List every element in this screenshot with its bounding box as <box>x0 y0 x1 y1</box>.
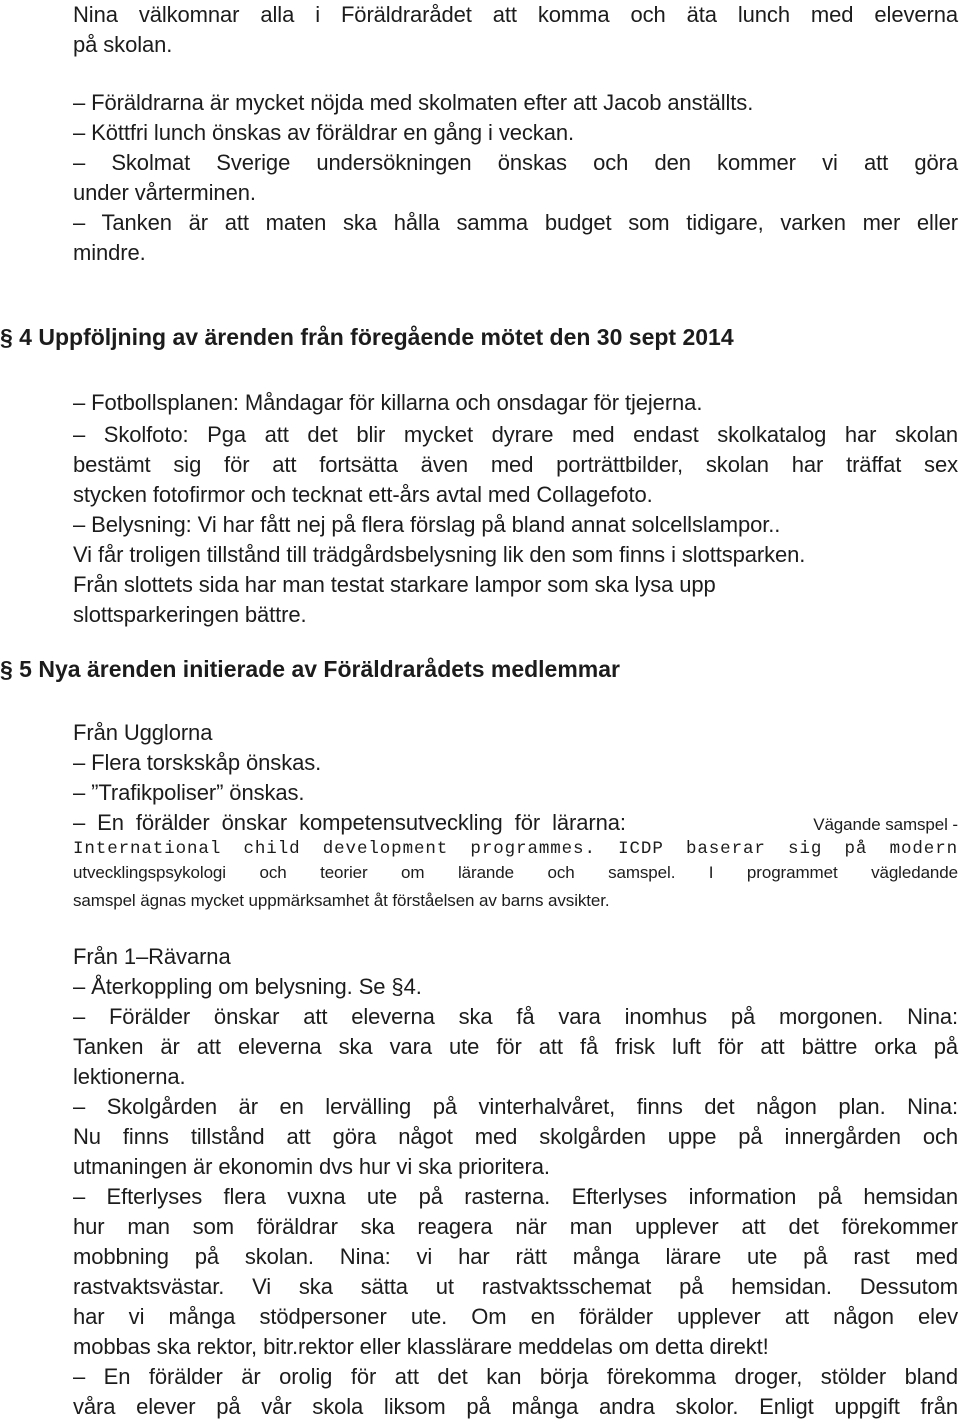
subsection-title: Från Ugglorna <box>73 720 213 745</box>
paragraph-line: på skolan. <box>73 32 173 57</box>
paragraph-line: stycken fotofirmor och tecknat ett-års avtal med Collagefoto. <box>73 482 653 507</box>
paragraph-line: mobbas ska rektor, bitr.rektor eller klasslärare meddelas om detta direkt! <box>73 1334 769 1359</box>
paragraph-line: bestämt sig för att fortsätta även med porträttbilder, skolan har träffat sex <box>73 452 958 477</box>
bullet-line: mindre. <box>73 240 146 265</box>
paragraph-line: utvecklingspsykologi och teorier om lärande och samspel. I programmet vägledande <box>73 863 958 882</box>
paragraph-line: slottsparkeringen bättre. <box>73 602 307 627</box>
paragraph-line: International child development programmes. ICDP baserar sig på modern <box>73 839 958 859</box>
bullet-line: – Efterlyses flera vuxna ute på rasterna. Efterlyses information på hemsidan <box>73 1184 958 1209</box>
paragraph-line: rastvaktsvästar. Vi ska sätta ut rastvaktsschemat på hemsidan. Dessutom <box>73 1274 958 1299</box>
paragraph-line: lektionerna. <box>73 1064 186 1089</box>
bullet-line: – Tanken är att maten ska hålla samma budget som tidigare, varken mer eller <box>73 210 958 235</box>
bullet-line: – Fotbollsplanen: Måndagar för killarna och onsdagar för tjejerna. <box>73 390 703 415</box>
paragraph-line: utmaningen är ekonomin dvs hur vi ska prioritera. <box>73 1154 550 1179</box>
paragraph-line: Tanken är att eleverna ska vara ute för att få frisk luft för att bättre orka på <box>73 1034 958 1059</box>
paragraph-line: har vi många stödpersoner ute. Om en förälder upplever att någon elev <box>73 1304 958 1329</box>
bullet-line: – Förälder önskar att eleverna ska få vara inomhus på morgonen. Nina: <box>73 1004 958 1029</box>
paragraph-line: Vi får troligen tillstånd till trädgårdsbelysning lik den som finns i slottsparken. <box>73 542 806 567</box>
bullet-text: – En förälder önskar kompetensutveckling för lärarna: <box>73 810 626 835</box>
bullet-line: – Skolfoto: Pga att det blir mycket dyrare med endast skolkatalog har skolan <box>73 422 958 447</box>
bullet-line: – En förälder är orolig för att det kan börja förekomma droger, stölder bland <box>73 1364 958 1389</box>
section-heading: § 4 Uppföljning av ärenden från föregående mötet den 30 sept 2014 <box>0 324 734 350</box>
paragraph-line: våra elever på vår skola liksom på många andra skolor. Enligt uppgift från <box>73 1394 958 1419</box>
paragraph-line: Nu finns tillstånd att göra något med skolgården uppe på innergården och <box>73 1124 958 1149</box>
bullet-line: – Skolgården är en lervälling på vinterhalvåret, finns det någon plan. Nina: <box>73 1094 958 1119</box>
paragraph-line: hur man som föräldrar ska reagera när man upplever att det förekommer <box>73 1214 958 1239</box>
bullet-line: – Återkoppling om belysning. Se §4. <box>73 974 422 999</box>
bullet-line: – Föräldrarna är mycket nöjda med skolmaten efter att Jacob anställts. <box>73 90 754 115</box>
bullet-line: under vårterminen. <box>73 180 256 205</box>
paragraph-line: Nina välkomnar alla i Föräldrarådet att komma och äta lunch med eleverna <box>73 2 958 27</box>
paragraph-line: mobbning på skolan. Nina: vi har rätt många lärare ute på rast med <box>73 1244 958 1269</box>
section-heading: § 5 Nya ärenden initierade av Föräldrarådets medlemmar <box>0 656 620 682</box>
bullet-line: – Belysning: Vi har fått nej på flera förslag på bland annat solcellslampor.. <box>73 512 781 537</box>
subsection-title: Från 1–Rävarna <box>73 944 231 969</box>
paragraph-line: samspel ägnas mycket uppmärksamhet åt förståelsen av barns avsikter. <box>73 891 610 910</box>
bullet-line: – Flera torskskåp önskas. <box>73 750 322 775</box>
bullet-line: – Skolmat Sverige undersökningen önskas och den kommer vi att göra <box>73 150 958 175</box>
paragraph-line: Från slottets sida har man testat starkare lampor som ska lysa upp <box>73 572 716 597</box>
bullet-text: Vägande samspel - <box>813 815 958 834</box>
bullet-line: – ”Trafikpoliser” önskas. <box>73 780 305 805</box>
bullet-line: – Köttfri lunch önskas av föräldrar en gång i veckan. <box>73 120 574 145</box>
